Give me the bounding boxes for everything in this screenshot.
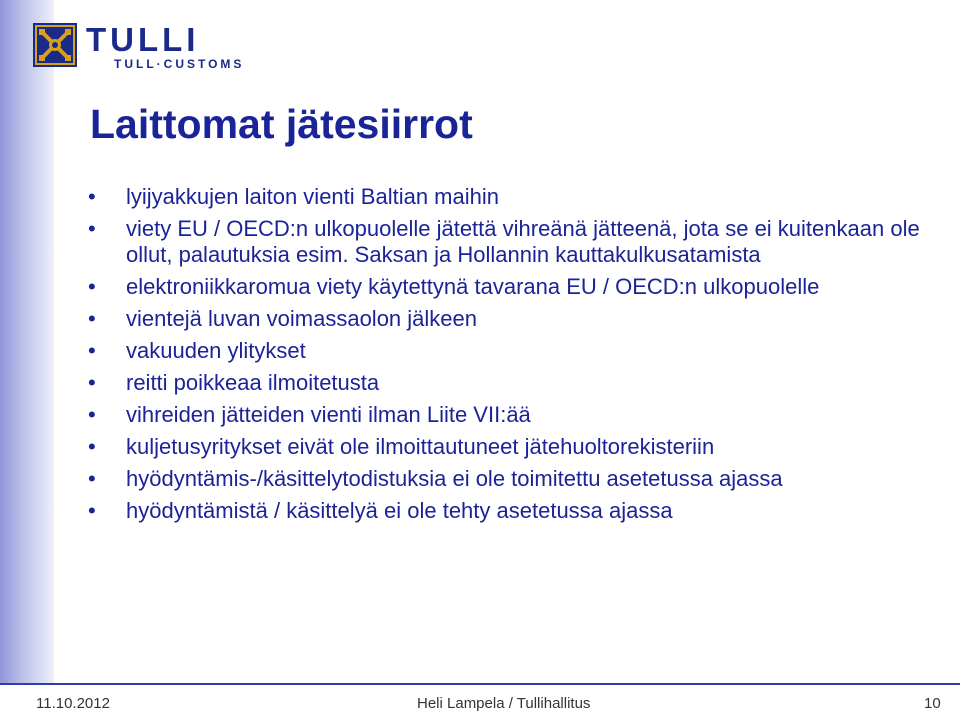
bullet-text: vihreiden jätteiden vienti ilman Liite VII:ää — [126, 402, 531, 427]
footer-date: 11.10.2012 — [36, 695, 110, 712]
left-decorative-band — [0, 0, 54, 683]
bullet-dot-icon: • — [88, 184, 96, 209]
bullet-item — [88, 274, 948, 300]
bullet-dot-icon: • — [88, 274, 96, 299]
bullet-text: kuljetusyritykset eivät ole ilmoittautuneet jätehuoltorekisteriin — [126, 434, 715, 459]
bullet-dot-icon: • — [88, 338, 96, 363]
bullet-text: hyödyntämistä / käsittelyä ei ole tehty asetetussa ajassa — [126, 498, 673, 523]
bullet-item — [88, 338, 948, 364]
bullet-list — [88, 184, 948, 530]
bullet-dot-icon: • — [88, 498, 96, 523]
bullet-dot-icon: • — [88, 306, 96, 331]
bullet-dot-icon: • — [88, 370, 96, 395]
bullet-item — [88, 216, 948, 268]
bullet-text: hyödyntämis-/käsittelytodistuksia ei ole toimitettu asetetussa ajassa — [126, 466, 783, 491]
tulli-logo — [32, 22, 272, 74]
bullet-dot-icon: • — [88, 402, 96, 427]
bullet-dot-icon: • — [88, 434, 96, 459]
bullet-item — [88, 402, 948, 428]
bullet-text: reitti poikkeaa ilmoitetusta — [126, 370, 380, 395]
bullet-item — [88, 184, 948, 210]
bullet-text: elektroniikkaromua viety käytettynä tavarana EU / OECD:n ulkopuolelle — [126, 274, 820, 299]
footer-author: Heli Lampela / Tullihallitus — [417, 695, 591, 712]
bullet-dot-icon: • — [88, 466, 96, 491]
logo-wordmark: TULLI — [86, 21, 200, 58]
page-number: 10 — [924, 695, 941, 712]
bullet-item — [88, 306, 948, 332]
bullet-dot-icon: • — [88, 216, 96, 241]
bullet-item — [88, 466, 948, 492]
bullet-item — [88, 498, 948, 524]
bullet-text: vakuuden ylitykset — [126, 338, 306, 363]
logo-tagline: TULL·CUSTOMS — [114, 57, 245, 71]
footer-divider — [0, 683, 960, 685]
bullet-text: vientejä luvan voimassaolon jälkeen — [126, 306, 477, 331]
bullet-item — [88, 434, 948, 460]
slide-title: Laittomat jätesiirrot — [90, 101, 473, 147]
bullet-item — [88, 370, 948, 396]
bullet-text: lyijyakkujen laiton vienti Baltian maihin — [126, 184, 499, 209]
customs-crest-icon — [32, 22, 78, 68]
bullet-text: viety EU / OECD:n ulkopuolelle jätettä vihreänä jätteenä, jota se ei kuitenkaan ole ollut, palautuksia esim. Saksan ja Hollannin kauttakulkusatamista — [126, 216, 920, 267]
